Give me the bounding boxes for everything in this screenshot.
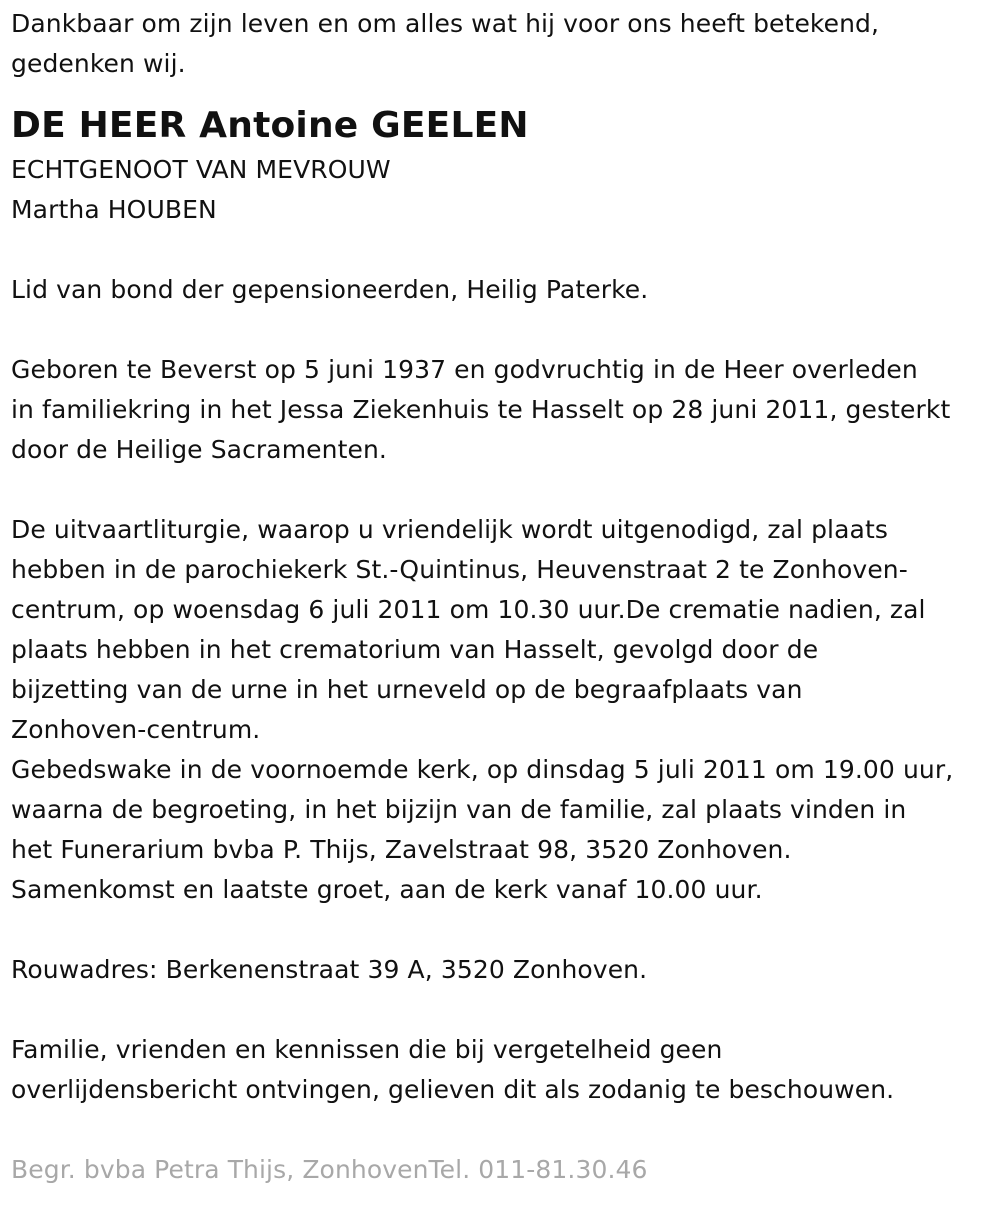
birth-death-line: door de Heilige Sacramenten. — [11, 435, 387, 464]
notice-line: overlijdensbericht ontvingen, gelieven dit als zodanig te beschouwen. — [11, 1075, 895, 1104]
obituary-document — [11, 4, 996, 1190]
funeral-paragraph — [11, 510, 996, 910]
intro-paragraph — [11, 4, 996, 84]
wake-line: waarna de begroeting, in het bijzijn van de familie, zal plaats vinden in — [11, 795, 907, 824]
funeral-line: centrum, op woensdag 6 juli 2011 om 10.30 uur.De crematie nadien, zal — [11, 595, 926, 624]
spacer — [11, 990, 996, 1030]
spacer — [11, 310, 996, 350]
funeral-line: plaats hebben in het crematorium van Hasselt, gevolgd door de — [11, 635, 819, 664]
mourning-address: Rouwadres: Berkenenstraat 39 A, 3520 Zonhoven. — [11, 955, 648, 984]
spouse-label: ECHTGENOOT VAN MEVROUW — [11, 155, 391, 184]
wake-line: Gebedswake in de voornoemde kerk, op dinsdag 5 juli 2011 om 19.00 uur, — [11, 755, 954, 784]
deceased-name: DE HEER Antoine GEELEN — [11, 105, 529, 146]
birth-death-paragraph — [11, 350, 996, 470]
spacer — [11, 910, 996, 950]
funeral-line: bijzetting van de urne in het urneveld op de begraafplaats van — [11, 675, 803, 704]
intro-line: gedenken wij. — [11, 49, 186, 78]
spouse-block — [11, 150, 996, 230]
membership-paragraph: Lid van bond der gepensioneerden, Heilig Paterke. — [11, 275, 649, 304]
spacer — [11, 470, 996, 510]
wake-line: het Funerarium bvba P. Thijs, Zavelstraat 98, 3520 Zonhoven. — [11, 835, 792, 864]
funeral-line: De uitvaartliturgie, waarop u vriendelijk wordt uitgenodigd, zal plaats — [11, 515, 888, 544]
intro-line: Dankbaar om zijn leven en om alles wat hij voor ons heeft betekend, — [11, 9, 880, 38]
notice-line: Familie, vrienden en kennissen die bij vergetelheid geen — [11, 1035, 723, 1064]
spacer — [11, 1110, 996, 1150]
spouse-name: Martha HOUBEN — [11, 195, 217, 224]
funeral-line: hebben in de parochiekerk St.-Quintinus, Heuvenstraat 2 te Zonhoven- — [11, 555, 908, 584]
birth-death-line: Geboren te Beverst op 5 juni 1937 en godvruchtig in de Heer overleden — [11, 355, 918, 384]
funeral-director-footer: Begr. bvba Petra Thijs, ZonhovenTel. 011-81.30.46 — [11, 1155, 648, 1184]
funeral-line: Zonhoven-centrum. — [11, 715, 261, 744]
spacer — [11, 230, 996, 270]
notice-paragraph — [11, 1030, 996, 1110]
farewell-line: Samenkomst en laatste groet, aan de kerk vanaf 10.00 uur. — [11, 875, 763, 904]
birth-death-line: in familiekring in het Jessa Ziekenhuis te Hasselt op 28 juni 2011, gesterkt — [11, 395, 951, 424]
